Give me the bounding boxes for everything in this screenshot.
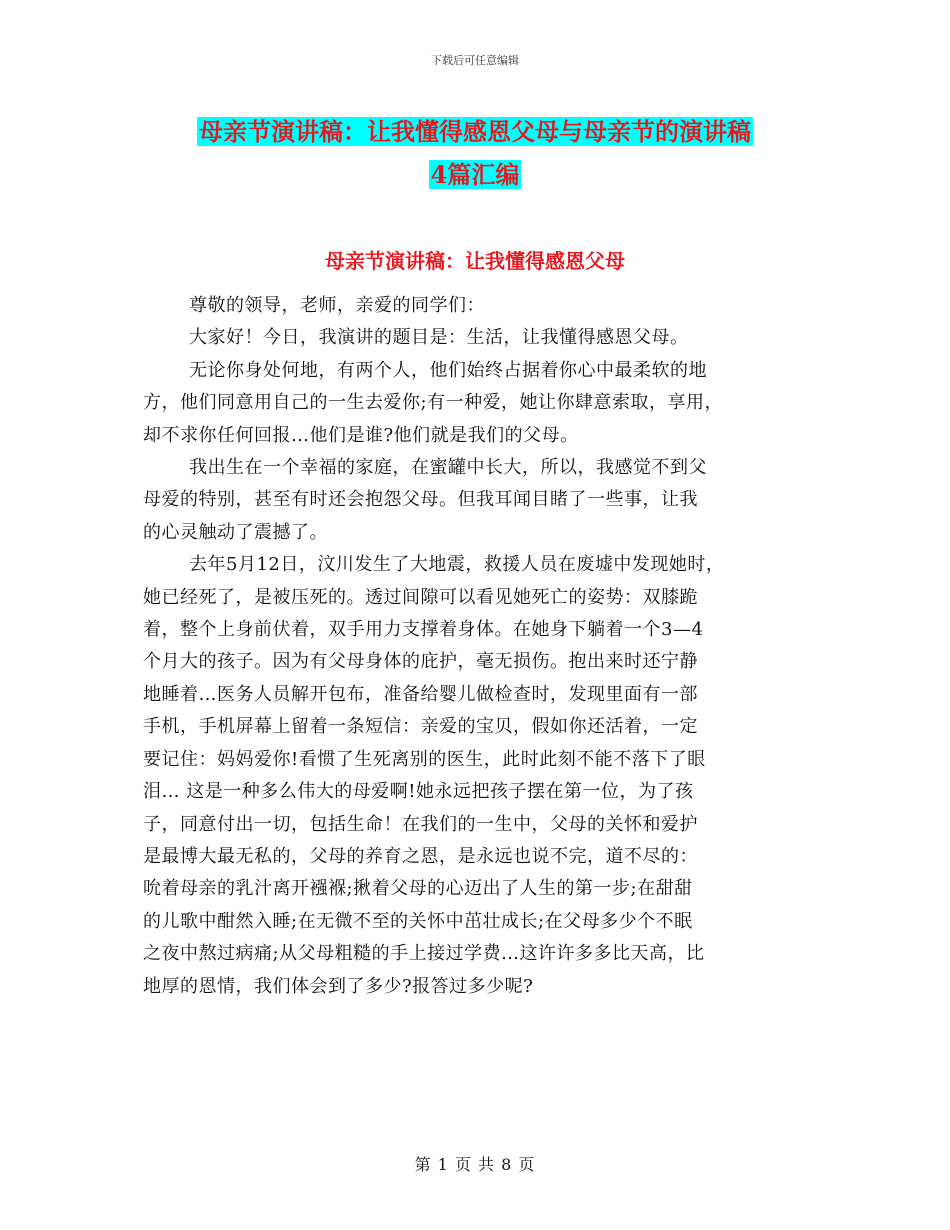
body-line: 泪… 这是一种多么伟大的母爱啊!她永远把孩子摆在第一位，为了孩 xyxy=(143,781,694,803)
body-line: 地厚的恩情，我们体会到了多少?报答过多少呢? xyxy=(143,975,534,997)
body-line: 方，他们同意用自己的一生去爱你;有一种爱，她让你肆意索取，享用， xyxy=(143,392,724,414)
body-line: 母爱的特别，甚至有时还会抱怨父母。但我耳闻目睹了一些事，让我 xyxy=(143,489,698,511)
body-line: 地睡着…医务人员解开包布，准备给婴儿做检查时，发现里面有一部 xyxy=(143,683,698,705)
header-note: 下载后可任意编辑 xyxy=(431,54,519,67)
body-line: 的心灵触动了震撼了。 xyxy=(143,521,328,543)
body-line: 个月大的孩子。因为有父母身体的庇护，毫无损伤。抱出来时还宁静 xyxy=(143,651,698,673)
body-line: 的儿歌中酣然入睡;在无微不至的关怀中茁壮成长;在父母多少个不眠 xyxy=(143,910,693,932)
page-number-footer: 第 1 页 共 8 页 xyxy=(414,1155,536,1174)
body-line: 子，同意付出一切，包括生命！在我们的一生中，父母的关怀和爱护 xyxy=(143,813,698,835)
body-line: 手机，手机屏幕上留着一条短信：亲爱的宝贝，假如你还活着，一定 xyxy=(143,716,698,738)
body-line: 却不求你任何回报…他们是谁?他们就是我们的父母。 xyxy=(143,424,579,446)
title-line-2 xyxy=(0,153,950,196)
body-line: 吮着母亲的乳汁离开襁褓;揪着父母的心迈出了人生的第一步;在甜甜 xyxy=(143,878,693,900)
body-line: 着，整个上身前伏着，双手用力支撑着身体。在她身下躺着一个3—4 xyxy=(143,619,704,641)
title-line-2-text: 4篇汇编 xyxy=(430,160,520,189)
body-line: 是最博大最无私的，父母的养育之恩，是永远也说不完，道不尽的： xyxy=(143,845,698,867)
body-text xyxy=(143,290,808,1003)
document-title xyxy=(0,110,950,196)
body-line: 大家好！今日，我演讲的题目是：生活，让我懂得感恩父母。 xyxy=(189,327,689,349)
body-line: 我出生在一个幸福的家庭，在蜜罐中长大，所以，我感觉不到父 xyxy=(189,457,707,479)
body-line: 要记住：妈妈爱你!看惯了生死离别的医生，此时此刻不能不落下了眼 xyxy=(143,748,706,770)
body-line: 她已经死了，是被压死的。透过间隙可以看见她死亡的姿势：双膝跪 xyxy=(143,586,698,608)
title-line-1 xyxy=(0,110,950,153)
body-line: 之夜中熬过病痛;从父母粗糙的手上接过学费…这许许多多比天高，比 xyxy=(143,943,705,965)
body-line: 尊敬的领导，老师，亲爱的同学们： xyxy=(189,295,485,316)
title-line-1-text: 母亲节演讲稿：让我懂得感恩父母与母亲节的演讲稿 xyxy=(199,117,751,146)
section-heading: 母亲节演讲稿：让我懂得感恩父母 xyxy=(325,249,625,273)
body-line: 无论你身处何地，有两个人，他们始终占据着你心中最柔软的地 xyxy=(189,359,707,381)
body-line: 去年5月12日，汶川发生了大地震，救援人员在废墟中发现她时， xyxy=(189,554,725,576)
